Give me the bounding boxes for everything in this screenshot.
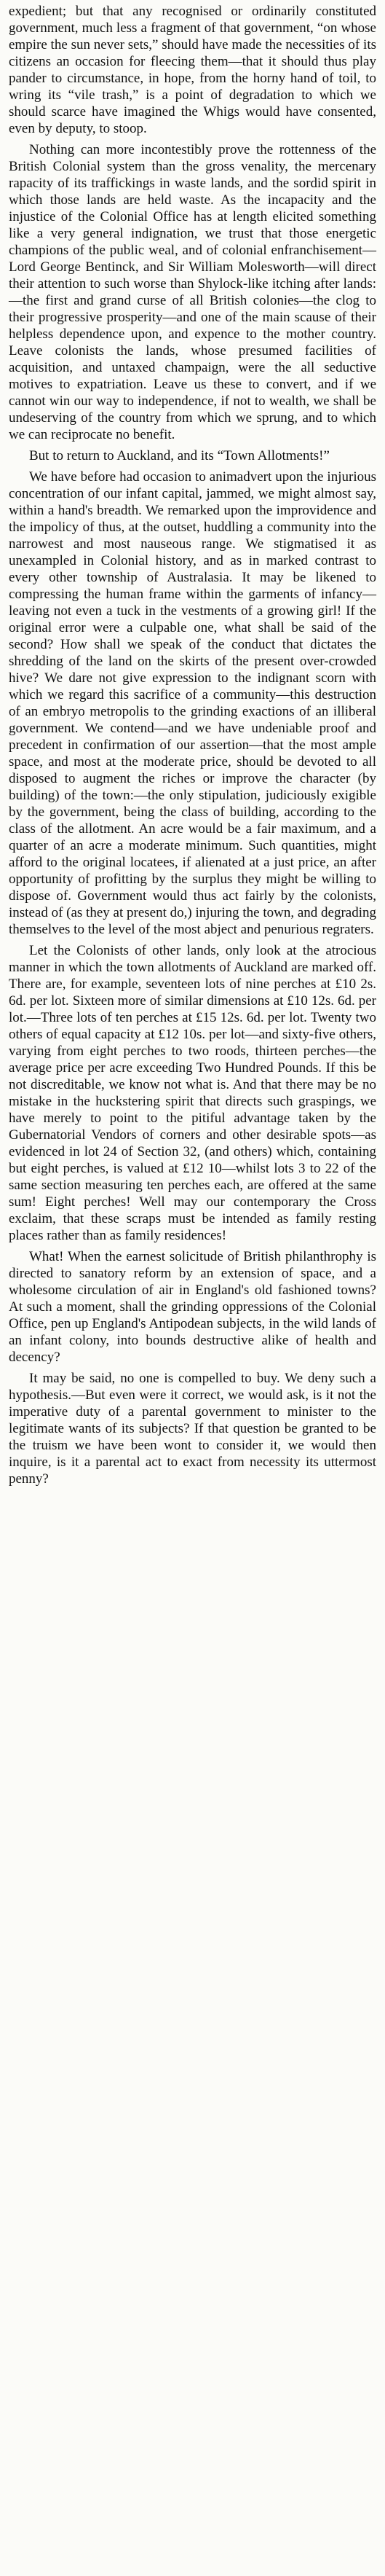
- paragraph-2: Nothing can more incontestibly prove the rottenness of the British Colonial system than the gross venality, the mercenary rapacity of its traffickings in waste lands, and the sordid spirit in which those lands are held waste. As the incapacity and the injustice of the Colonial Office has at length elicited something like a very general indignation, we trust that those energetic champions of the public weal, and of colonial enfranchisement—Lord George Bentinck, and Sir William Molesworth—will direct their attention to such worse than Shylock-like itching after lands:—the first and grand curse of all British colonies—the clog to their progressive prosperity—and one of the main scause of their helpless dependence upon, and expence to the mother country. Leave colonists the lands, whose presumed facilities of acquisition, and untaxed champaign, were the all seductive motives to expatriation. Leave us these to convert, and if we cannot win our way to independence, if not to wealth, we shall be undeserving of the country from which we sprung, and to which we can reciprocate no benefit.: [9, 142, 376, 442]
- paragraph-3: But to return to Auckland, and its “Town Allotments!”: [29, 448, 330, 463]
- paragraph-7: It may be said, no one is compelled to buy. We deny such a hypothesis.—But even were it correct, we would ask, is it not the imperative duty of a parental government to minister to the legitimate wants of its subjects? If that question be granted to be the truism we have been wont to consider it, we would then inquire, is it a parental act to exact from necessity its uttermost penny?: [9, 1371, 376, 1487]
- paragraph-1: expedient; but that any recognised or ordinarily constituted government, much less a fragment of that government, “on whose empire the sun never sets,” should have made the necessities of its citizens an occasion for fleecing them—that it should thus play pander to circumstance, in hope, from the horny hand of toil, to wring its “vile trash,” is a point of degradation to which we should scarce have imagined the Whigs would have consented, even by deputy, to stoop.: [9, 4, 376, 136]
- paragraph-5: Let the Colonists of other lands, only look at the atrocious manner in which the town allotments of Auckland are marked off. There are, for example, seventeen lots of nine perches at £10 2s. 6d. per lot. Sixteen more of similar dimensions at £10 12s. 6d. per lot.—Three lots of ten perches at £15 12s. 6d. per lot. Twenty two others of equal capacity at £12 10s. per lot—and sixty-five others, varying from eight perches to two roods, thirteen perches—the average price per acre exceeding Two Hundred Pounds. If this be not discreditable, we know not what is. And that there may be no mistake in the huckstering spirit that directs such graspings, we have merely to point to the pitiful advantage taken by the Gubernatorial Vendors of corners and other desirable spots—as evidenced in lot 24 of Section 32, (and others) which, containing but eight perches, is valued at £12 10—whilst lots 3 to 22 of the same section measuring ten perches each, are offered at the same sum! Eight perches! Well may our contemporary the Cross exclaim, that these scraps must be intended as family resting places rather than as family residences!: [9, 943, 376, 1243]
- paragraph-6: What! When the earnest solicitude of British philanthrophy is directed to sanatory reform by an extension of space, and a wholesome circulation of air in England's old fashioned towns? At such a moment, shall the grinding oppressions of the Colonial Office, pen up England's Antipodean subjects, in the wild lands of an infant colony, into bounds destructive alike of health and decency?: [9, 1249, 376, 1365]
- paragraph-4: We have before had occasion to animadvert upon the injurious concentration of our infant capital, jammed, we might almost say, within a hand's breadth. We remarked upon the improvidence and the impolicy of thus, at the outset, huddling a community into the narrowest and most nauseous range. We stigmatised it as unexampled in Colonial history, and as in marked contrast to every other township of Australasia. It may be likened to compressing the human frame within the garments of infancy—leaving not even a tuck in the vestments of a growing girl! If the original error were a culpable one, what shall be said of the second? How shall we speak of the conduct that dictates the shredding of the land on the skirts of the present over-crowded hive? We dare not give expression to the indignant scorn with which we regard this sacrifice of a community—this destruction of an embryo metropolis to the grinding exactions of an illiberal government. We contend—and we have undeniable proof and precedent in confirmation of our assertion—that the most ample space, and most at the moderate price, should be devoted to all disposed to augment the riches or improve the character (by building) of the town:—the only stipulation, judiciously exigible by the government, being the class of building, according to the class of the allotment. An acre would be a fair maximum, and a quarter of an acre a moderate minimum. Such quantities, might afford to the original locatees, if alienated at a just price, an after opportunity of profitting by the surplus they might be willing to dispose of. Government would thus act fairly by the colonists, instead of (as they at present do,) injuring the town, and degrading themselves to the level of the most abject and penurious regraters.: [9, 469, 376, 937]
